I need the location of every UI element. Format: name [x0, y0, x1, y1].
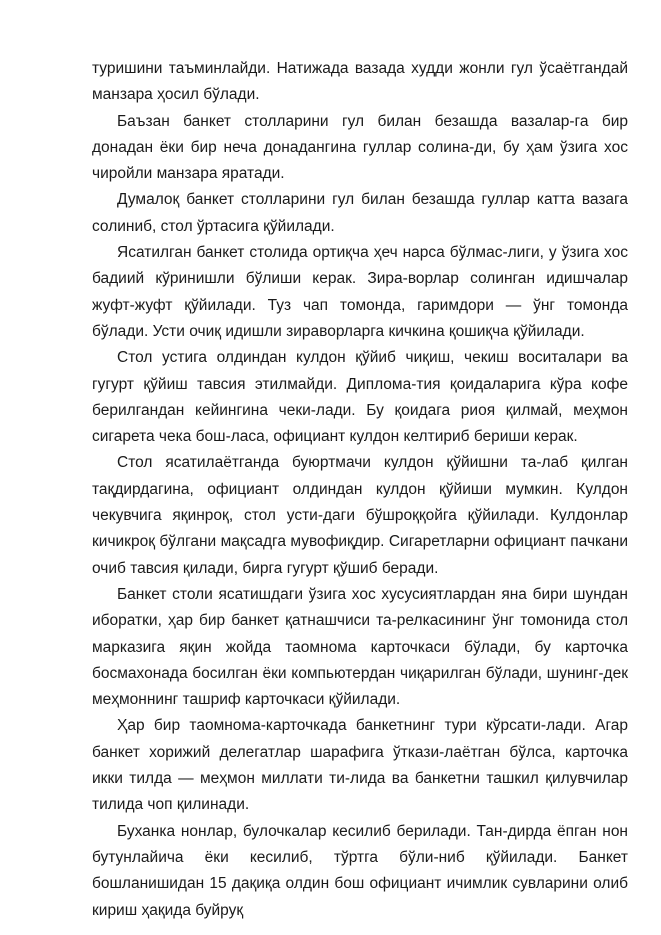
- document-page: [92, 56, 628, 924]
- paragraph: Баъзан банкет столларини гул билан безашда вазалар-га бир донадан ёки бир неча донадангина гуллар солина-ди, бу ҳам ўзига хос чиройли манзара яратади.: [92, 112, 628, 183]
- paragraph: Ясатилган банкет столида ортиқча ҳеч нарса бўлмас-лиги, у ўзига хос бадиий кўринишли бўлиши керак. Зира-ворлар солинган идишчалар жуфт-жуфт қўйилади. Туз чап томонда, гаримдори — ўнг томонда бўлади. Усти очиқ идишли зираворларга кичкина қошиқча қўйилади.: [92, 244, 628, 340]
- paragraph: Стол устига олдиндан кулдон қўйиб чиқиш, чекиш воситалари ва гугурт қўйиш тавсия этилмайди. Диплома-тия қоидаларига кўра кофе берилгандан кейингина чеки-лади. Бу қоидага риоя қилмай, меҳмон сигарета чека бош-ласа, официант кулдон келтириб бериши керак.: [92, 349, 628, 446]
- paragraph: Стол ясатилаётганда буюртмачи кулдон қўйишни та-лаб қилган тақдирдагина, официант олдиндан кулдон қўйиши мумкин. Кулдон чекувчига яқинроқ, стол усти-даги бўшроққойга қўйилади. Кулдонлар кичикроқ бўлгани мақсадга мувофиқдир. Сигаретларни официант пачкани очиб тавсия қилади, бирга гугурт қўшиб беради.: [92, 454, 628, 577]
- paragraph: Думалоқ банкет столларини гул билан безашда гуллар катта вазага солиниб, стол ўртасига қўйилади.: [92, 191, 628, 235]
- paragraph: Буханка нонлар, булочкалар кесилиб берилади. Тан-дирда ёпган нон бутунлайича ёки кесилиб, тўртга бўли-ниб қўйилади. Банкет бошланишидан 15 дақиқа олдин бош официант ичимлик сувларини олиб кириш ҳақида буйруқ: [92, 822, 628, 919]
- paragraph-continued: туришини таъминлайди. Натижада вазада худди жонли гул ўсаётгандай манзара ҳосил бўлади.: [92, 60, 628, 104]
- paragraph: Банкет столи ясатишдаги ўзига хос хусусиятлардан яна бири шундан иборатки, ҳар бир банкет қатнашчиси та-релкасининг ўнг томонида стол марказига яқин жойда таомнома карточкаси бўлади, бу карточка босмахонада босилган ёки компьютердан чиқарилган бўлади, шунинг-дек меҳмоннинг ташриф карточкаси қўйилади.: [92, 585, 628, 709]
- paragraph: Ҳар бир таомнома-карточкада банкетнинг тури кўрсати-лади. Агар банкет хорижий делегатлар шарафига ўткази-лаётган бўлса, карточка икки тилда — меҳмон миллати ти-лида ва банкетни ташкил қилувчилар тилида чоп қилинади.: [92, 717, 628, 814]
